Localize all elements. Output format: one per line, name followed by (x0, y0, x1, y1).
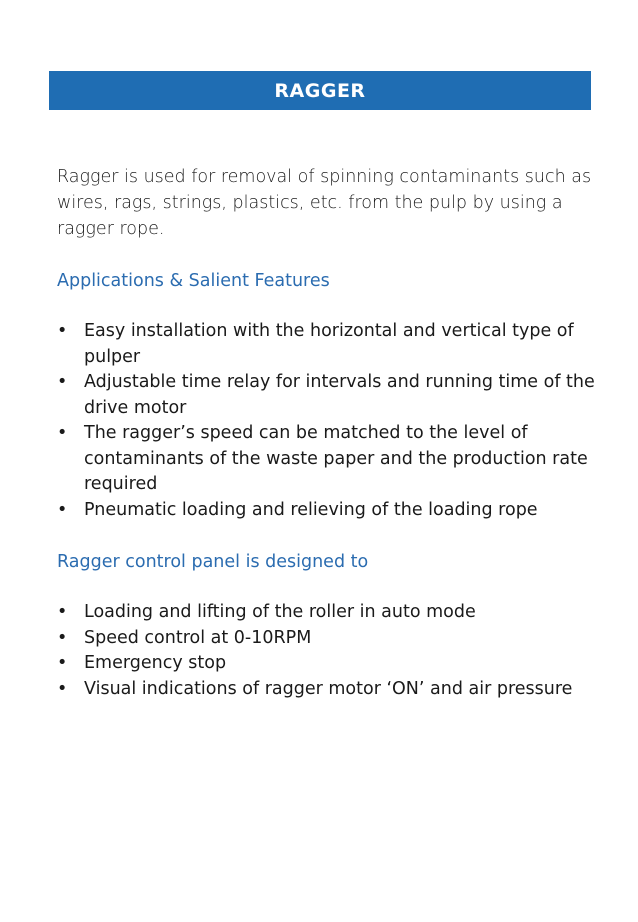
intro-paragraph: Ragger is used for removal of spinning contaminants such as wires, rags, strings, plastics, etc. from the pulp by using a ragger rope. (57, 167, 592, 239)
list-item-text: Adjustable time relay for intervals and running time of the drive motor (84, 372, 595, 418)
list-item-text: Emergency stop (84, 653, 227, 673)
features-list (57, 319, 597, 523)
control-panel-list (57, 600, 597, 702)
page-title: RAGGER (274, 79, 366, 102)
document-body (57, 164, 597, 702)
bullet-icon: • (57, 372, 68, 392)
list-item-text: Pneumatic loading and relieving of the loading rope (84, 499, 538, 520)
features-heading: Applications & Salient Features (57, 271, 330, 291)
list-item-text: The ragger’s speed can be matched to the level of contaminants of the waste paper and the production rate required (84, 423, 588, 494)
bullet-icon: • (57, 602, 68, 622)
list-item (57, 600, 597, 626)
bullet-icon: • (57, 653, 68, 673)
bullet-icon: • (57, 321, 68, 341)
bullet-icon: • (57, 678, 68, 699)
list-item (57, 498, 597, 524)
list-item (57, 370, 597, 421)
control-panel-heading: Ragger control panel is designed to (57, 552, 369, 572)
list-item-text: Visual indications of ragger motor ‘ON’ and air pressure (84, 678, 573, 699)
list-item (57, 626, 597, 652)
title-banner (49, 71, 591, 110)
list-item-text: Loading and lifting of the roller in auto mode (84, 602, 476, 622)
bullet-icon: • (57, 423, 68, 443)
list-item (57, 421, 597, 498)
bullet-icon: • (57, 627, 68, 648)
bullet-icon: • (57, 499, 68, 520)
list-item (57, 651, 597, 677)
list-item-text: Speed control at 0-10RPM (84, 627, 312, 648)
list-item (57, 319, 597, 370)
list-item (57, 677, 597, 703)
list-item-text: Easy installation with the horizontal and vertical type of pulper (84, 321, 574, 367)
